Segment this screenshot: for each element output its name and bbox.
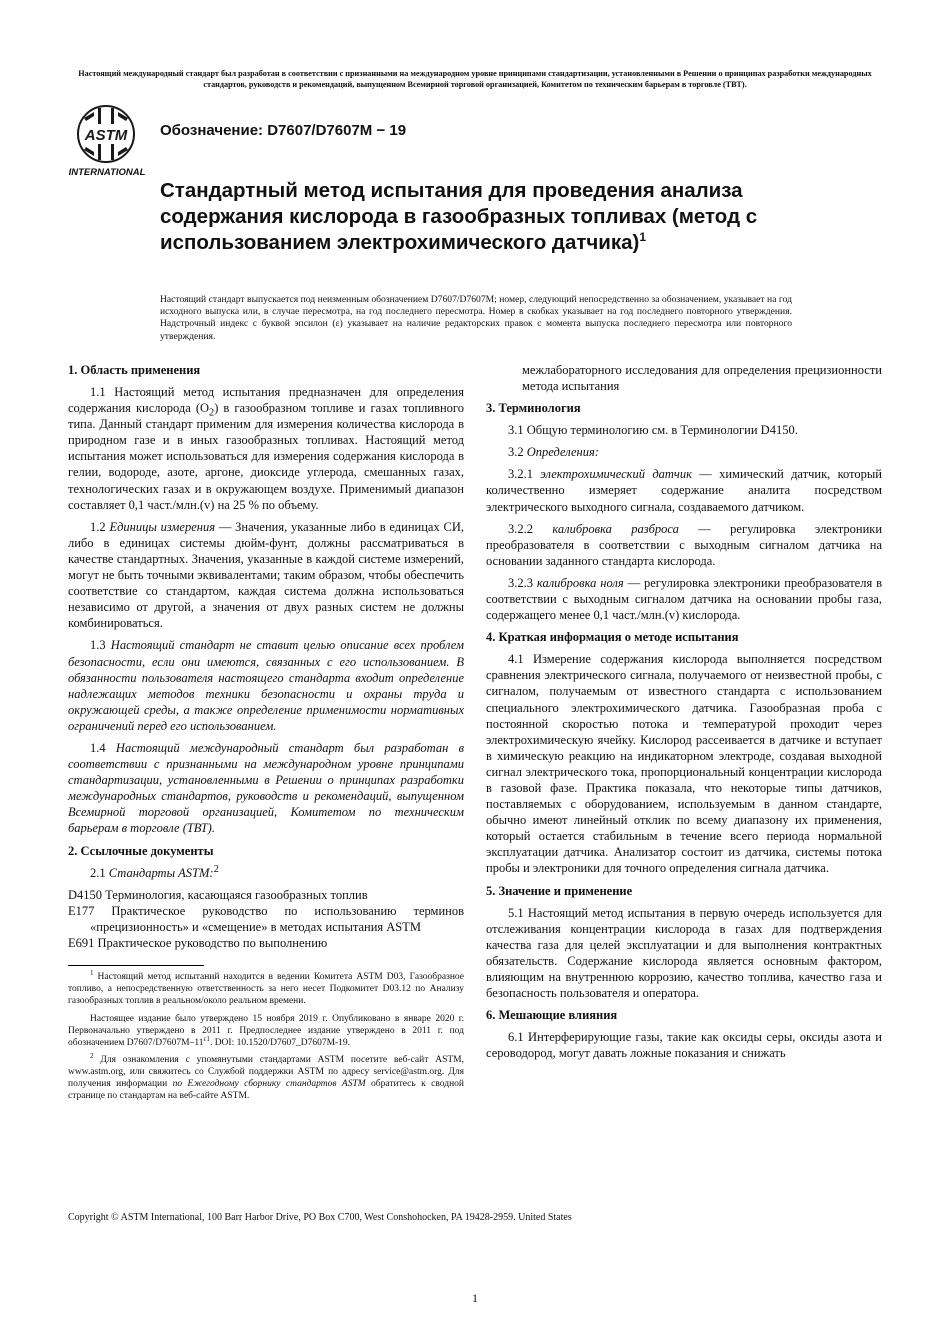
section-heading-references: 2. Ссылочные документы bbox=[68, 843, 214, 858]
paragraph-2-1: 2.1 Стандарты ASTM:$^2$ bbox=[90, 863, 219, 880]
paragraph-1-4: 1.4 Настоящий международный стандарт был разработан в соответствии с признанными на международном уровне принципами стандартизации, установленными в Решении о принципах разработки международных стандартов, руководств и рекомендаций, выпущенном Всемирной торговой организацией, Комитетом по техническим барьерам в торговле (ТВТ). bbox=[68, 740, 464, 836]
footnote-1b: Настоящее издание было утверждено 15 ноября 2019 г. Опубликовано в январе 2020 г. Первоначально утверждено в 2011 г. Предпоследнее издание утверждено в 2011 г. под обозначением $D7607/D7607M-11^{\varepsilon 1}$. DOI: 10.1520/D7607_D7607M-19. bbox=[68, 1013, 464, 1048]
copyright: Copyright © ASTM International, 100 Barr Harbor Drive, PO Box C700, West Conshohocken, PA 19428-2959. United States bbox=[68, 1212, 572, 1223]
paragraph-5-1: 5.1 Настоящий метод испытания в первую очередь используется для отслеживания концентрации кислорода в газах для подтверждения качества газа для целей эксплуатации и для выполнения контрактных обязательств. Содержание кислорода является основным фактором, влияющим на внутреннюю коррозию, качество топлива, качество газа и безопасность пользователя и оператора. bbox=[486, 905, 882, 1000]
paragraph-6-1: 6.1 Интерферирующие газы, такие как оксиды серы, оксиды азота и сероводород, могут давать ложные показания и снижать bbox=[486, 1030, 882, 1061]
designation: Обозначение: D7607/D7607M − 19 bbox=[160, 122, 407, 139]
astm-logo bbox=[66, 104, 152, 178]
reference-e691-continued: межлабораторного исследования для определения прецизионности метода испытания bbox=[522, 363, 882, 394]
paragraph-1-3: 1.3 Настоящий стандарт не ставит целью описание всех проблем безопасности, если они имеются, связанных с его использованием. В обязанности пользователя настоящего стандарта входит определение надлежащих методов техники безопасности и охраны труда и окружающей среды, а также определение применимости нормативных ограничений перед его использованием. bbox=[68, 638, 464, 733]
svg-text:ASTM: ASTM bbox=[84, 127, 128, 144]
reference-e177: E177 Практическое руководство по использованию терминов «прецизионность» и «смещение» в методах испытания ASTM bbox=[68, 903, 464, 934]
page-title: Стандартный метод испытания для проведения анализа содержания кислорода в газообразных топливах (метод с использованием электрохимического датчика)$^1$ bbox=[160, 179, 758, 254]
section-heading-interferences: 6. Мешающие влияния bbox=[486, 1008, 618, 1023]
paragraph-3-2: 3.2 Определения: bbox=[508, 445, 599, 460]
paragraph-1-2: 1.2 Единицы измерения — Значения, указанные либо в единицах СИ, либо в единицах системы дюйм-фунт, должны рассматриваться в качестве стандартных. Значения, указанные в каждой системе измерений, могут не быть точными эквивалентами; таким образом, чтобы обеспечить соответствие со стандартом, каждая система должна использоваться независимо от другой, а значения от двух разных систем не должны комбинироваться. bbox=[68, 519, 465, 631]
paragraph-3-2-3: 3.2.3 калибровка ноля — регулировка электроники преобразователя в соответствии с выходным сигналом датчика на основании пробы газа, содержащего менее 0,1 част./млн.(v) кислорода. bbox=[486, 575, 883, 623]
footnote-2: $^2$ Для ознакомления с упомянутыми стандартами ASTM посетите веб-сайт ASTM, www.astm.org, или свяжитесь со Службой поддержки ASTM по адресу service@astm.org. Для получения информации по Ежегодному сборнику стандартов ASTM обратитесь к сводной странице по стандартам на веб-сайте ASTM. bbox=[68, 1052, 464, 1102]
section-heading-scope: 1. Область применения bbox=[68, 363, 201, 377]
right-column bbox=[486, 362, 882, 1067]
logo-text: INTERNATIONAL bbox=[68, 167, 146, 178]
paragraph-4-1: 4.1 Измерение содержания кислорода выполняется посредством сравнения электрического сигнала, получаемого от неизвестной пробы, с сигналом, получаемым от известного стандарта с использованием специального электрохимического датчика. Газообразная проба с постоянной скоростью потока и температурой проходит через электрохимическую ячейку. Кислород рассеивается в датчике и вступает в химическую реакцию на индикаторном электроде, создавая выходной сигнал электрического тока, пропорциональный концентрации кислорода в газовой фазе. Практика показала, что некоторые типы датчиков, поставляемых с оборудованием, используемым в данном стандарте, обычно имеют линейный отклик по всему диапазону их применения, который остается стабильным в течение всего периода нормальной эксплуатации датчика. Анализатор состоит из датчика, системы потока пробы и электроники для точного определения сигнала датчика. bbox=[486, 652, 882, 876]
footnote-1: $^1$ Настоящий метод испытаний находится в ведении Комитета ASTM D03, Газообразное топливо, а непосредственную ответственность за него несет Подкомитет D03.12 по Анализу газообразных топлив в реальном/около реальном времени. bbox=[68, 968, 464, 1006]
section-heading-significance: 5. Значение и применение bbox=[486, 883, 633, 898]
section-heading-summary: 4. Краткая информация о методе испытания bbox=[486, 630, 739, 645]
paragraph-3-2-1: 3.2.1 электрохимический датчик — химический датчик, который количественно измеряет содержание аналита посредством электрического выходного сигнала, создаваемого датчиком. bbox=[486, 467, 882, 514]
left-column bbox=[68, 362, 464, 1109]
adoption-notice: Настоящий международный стандарт был разработан в соответствии с признанными на международном уровне принципами стандартизации, установленными в Решении о принципах разработки международных стандартов, руководств и рекомендаций, выпущенном Всемирной торговой организацией, Комитетом по техническим барьерам в торговле (ТВТ). bbox=[78, 69, 872, 89]
issue-note: Настоящий стандарт выпускается под неизменным обозначением D7607/D7607M; номер, следующий непосредственно за обозначением, указывает на год исходного выпуска или, в случае пересмотра, на год последнего пересмотра. Номер в скобках указывает на год последнего повторного утверждения. Надстрочный индекс с буквой эпсилон (ε) указывает на наличие редакторских правок с момента выпуска последнего пересмотра или повторного утверждения. bbox=[160, 294, 792, 342]
footnote-divider bbox=[68, 965, 204, 966]
reference-e691: E691 Практическое руководство по выполнению bbox=[68, 935, 328, 950]
section-heading-terminology: 3. Терминология bbox=[486, 401, 581, 416]
paragraph-3-1: 3.1 Общую терминологию см. в Терминологии D4150. bbox=[508, 423, 798, 438]
paragraph-1-1: 1.1 Настоящий метод испытания предназначен для определения содержания кислорода $(O_2)$ в газообразном топливе и газах топливного типа. Данный стандарт применим для измерения количества кислорода в природном газе и в иных газообразных топливах. Настоящий метод испытания может использоваться для измерения содержания кислорода в гелии, водороде, азоте, аргоне, диоксиде углерода, смешанных газах, технологических газах и в окружающем воздухе. Применимый диапазон составляет 0,1 част./млн.(v) на 25 % по объему. bbox=[68, 385, 464, 512]
page-number: 1 bbox=[472, 1291, 478, 1305]
reference-d4150: D4150 Терминология, касающаяся газообразных топлив bbox=[68, 887, 368, 902]
paragraph-3-2-2: 3.2.2 калибровка разброса — регулировка электроники преобразователя в соответствии с выходным сигналом датчика на основании заданного стандарта кислорода. bbox=[486, 521, 883, 568]
